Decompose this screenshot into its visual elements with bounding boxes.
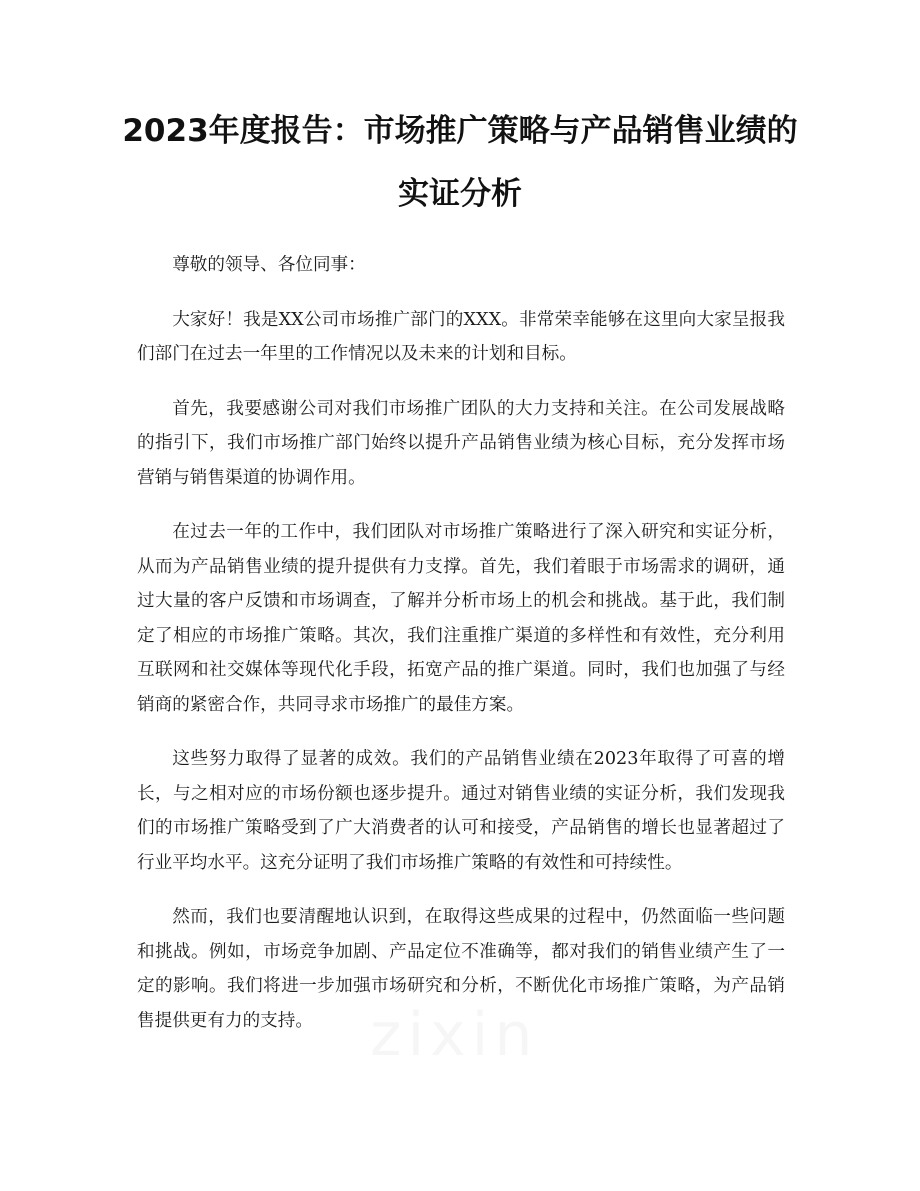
- paragraph-results: 这些努力取得了显著的成效。我们的产品销售业绩在2023年取得了可喜的增长，与之相对应的市场份额也逐步提升。通过对销售业绩的实证分析，我们发现我们的市场推广策略受到了广大消费者的认可和接受，产品销售的增长也显著超过了行业平均水平。这充分证明了我们市场推广策略的有效性和可持续性。: [137, 749, 785, 873]
- paragraph-thanks: 首先，我要感谢公司对我们市场推广团队的大力支持和关注。在公司发展战略的指引下，我们市场推广部门始终以提升产品销售业绩为核心目标，充分发挥市场营销与销售渠道的协调作用。: [137, 398, 785, 488]
- document-title: 2023年度报告：市场推广策略与产品销售业绩的实证分析: [122, 113, 798, 212]
- document-body: [137, 248, 785, 1058]
- paragraph-strategy: 在过去一年的工作中，我们团队对市场推广策略进行了深入研究和实证分析，从而为产品销售业绩的提升提供有力支撑。首先，我们着眼于市场需求的调研，通过大量的客户反馈和市场调查，了解并分析市场上的机会和挑战。基于此，我们制定了相应的市场推广策略。其次，我们注重推广渠道的多样性和有效性，充分利用互联网和社交媒体等现代化手段，拓宽产品的推广渠道。同时，我们也加强了与经销商的紧密合作，共同寻求市场推广的最佳方案。: [137, 522, 785, 715]
- paragraph-challenges: 然而，我们也要清醒地认识到，在取得这些成果的过程中，仍然面临一些问题和挑战。例如，市场竞争加剧、产品定位不准确等，都对我们的销售业绩产生了一定的影响。我们将进一步加强市场研究和分析，不断优化市场推广策略，为产品销售提供更有力的支持。: [137, 907, 785, 1031]
- paragraph-intro: 大家好！我是XX公司市场推广部门的XXX。非常荣幸能够在这里向大家呈报我们部门在过去一年里的工作情况以及未来的计划和目标。: [137, 309, 785, 364]
- salutation: 尊敬的领导、各位同事：: [172, 255, 366, 275]
